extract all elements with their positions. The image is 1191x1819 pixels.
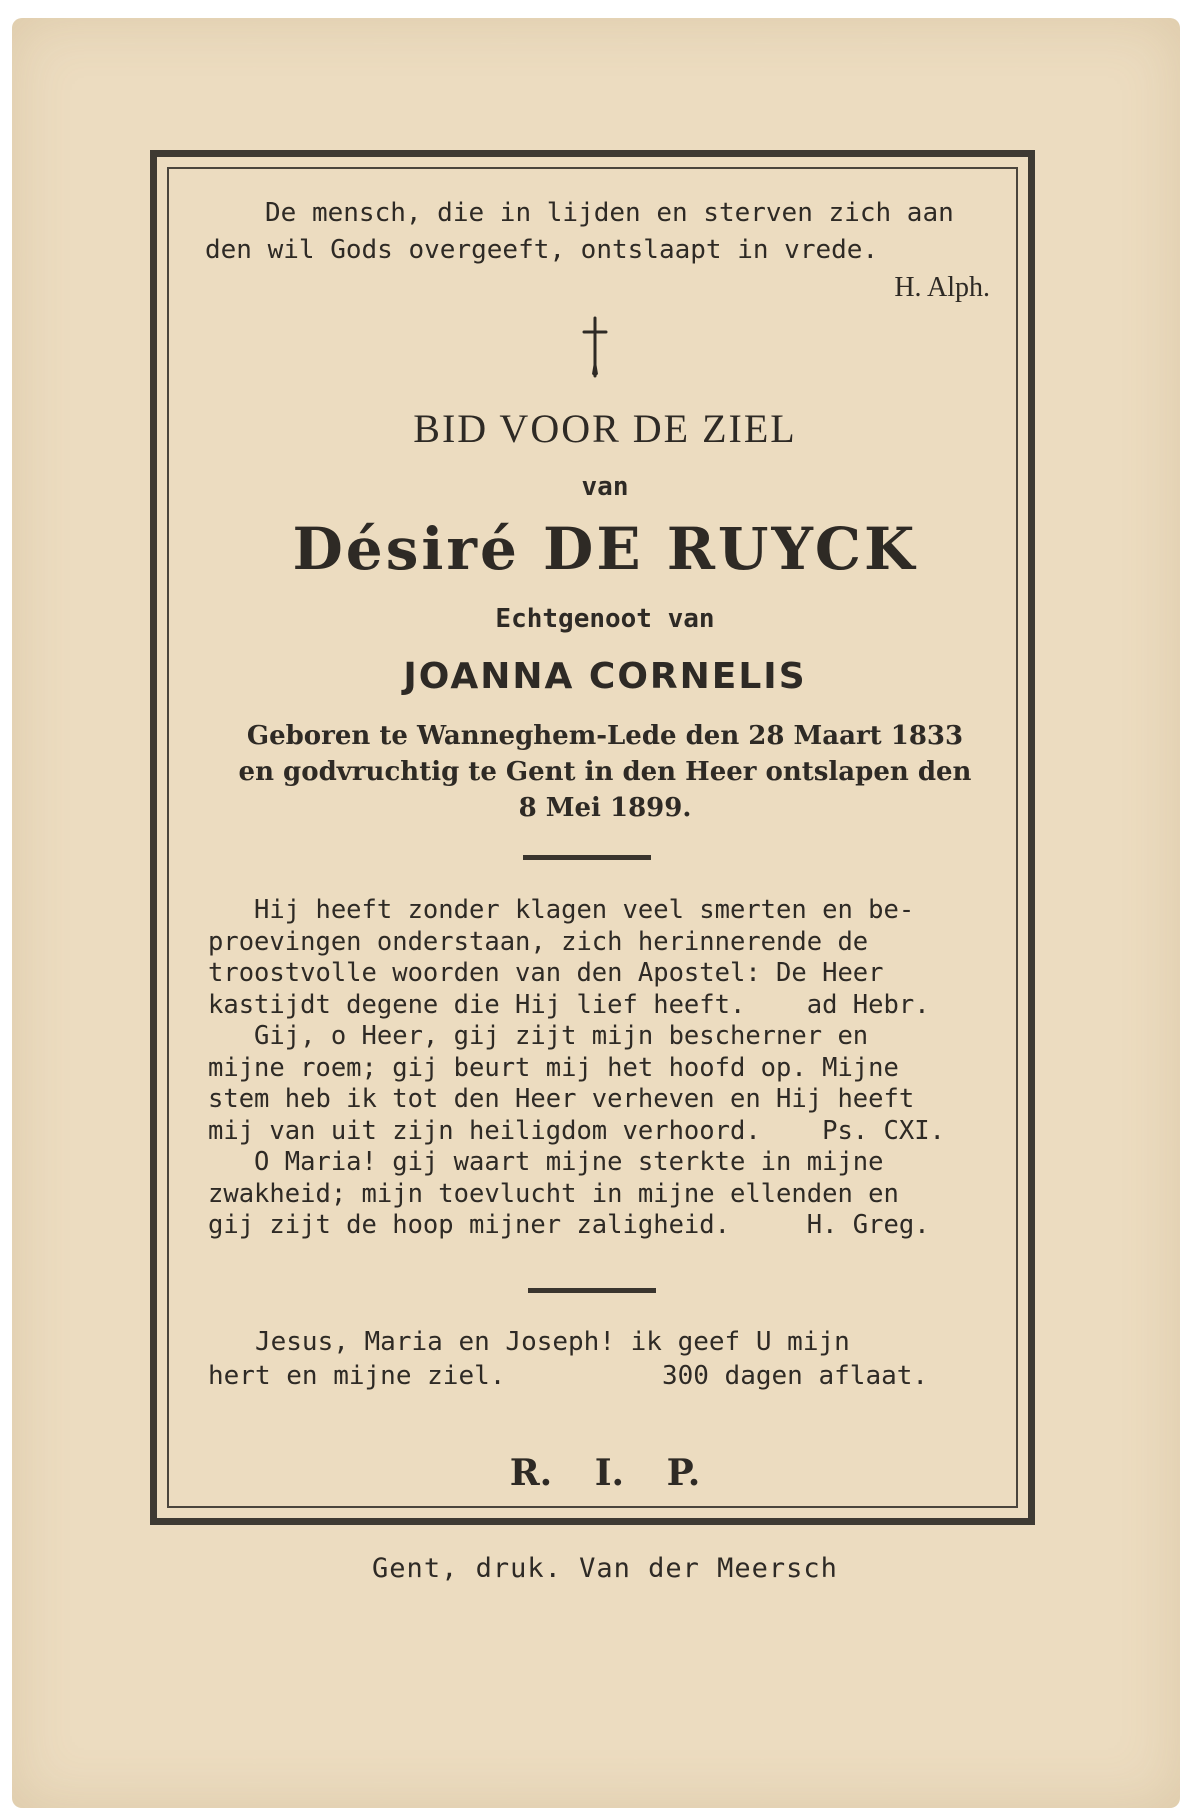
body-line: mij van uit zijn heiligdom verhoord. Ps. CXI. xyxy=(208,1115,945,1146)
prayer-line-1: Jesus, Maria en Joseph! ik geef U mijn xyxy=(208,1327,850,1357)
body-line: mijne roem; gij beurt mij het hoofd op. Mijne xyxy=(208,1052,899,1083)
printer-credit: Gent, druk. Van der Meersch xyxy=(372,1553,838,1584)
rip-inscription: R. I. P. xyxy=(509,1452,701,1494)
body-line: Hij heeft zonder klagen veel smerten en be- xyxy=(208,895,915,925)
quote-line-2: den wil Gods overgeeft, ontslaapt in vrede. xyxy=(205,235,879,265)
van-label: van xyxy=(581,472,629,502)
pray-for-soul-heading: BID VOOR DE ZIEL xyxy=(413,406,797,451)
birth-death-details xyxy=(190,718,1020,826)
body-line: O Maria! gij waart mijne sterkte in mijne xyxy=(208,1147,884,1177)
deceased-name: Désiré DE RUYCK xyxy=(292,515,918,583)
birth-line-3: 8 Mei 1899. xyxy=(518,793,692,823)
birth-line-1: Geboren te Wanneghem-Lede den 28 Maart 1833 xyxy=(246,721,964,751)
indulgence-prayer xyxy=(208,1325,998,1393)
divider-bottom xyxy=(528,1288,656,1293)
spouse-name: JOANNA CORNELIS xyxy=(403,656,807,697)
quote-line-1: De mensch, die in lijden en sterven zich aan xyxy=(265,198,954,228)
birth-line-2: en godvruchtig te Gent in den Heer ontslapen den xyxy=(238,757,972,787)
scripture-body xyxy=(208,895,998,1242)
body-line: Gij, o Heer, gij zijt mijn bescherner en xyxy=(208,1021,869,1051)
divider-top xyxy=(523,855,651,860)
spouse-label: Echtgenoot van xyxy=(495,604,715,634)
body-line: proevingen onderstaan, zich herinnerende de xyxy=(208,926,869,957)
body-line: troostvolle woorden van den Apostel: De Heer xyxy=(208,958,884,988)
cross-icon xyxy=(580,316,610,378)
quote-attribution: H. Alph. xyxy=(894,272,990,303)
prayer-line-2: hert en mijne ziel. 300 dagen aflaat. xyxy=(208,1361,929,1391)
body-line: kastijdt degene die Hij lief heeft. ad Hebr. xyxy=(208,989,930,1020)
body-line: gij zijt de hoop mijner zaligheid. H. Greg. xyxy=(208,1210,930,1240)
body-line: zwakheid; mijn toevlucht in mijne ellenden en xyxy=(208,1178,899,1209)
body-line: stem heb ik tot den Heer verheven en Hij heeft xyxy=(208,1084,915,1114)
opening-quote xyxy=(205,195,1000,306)
